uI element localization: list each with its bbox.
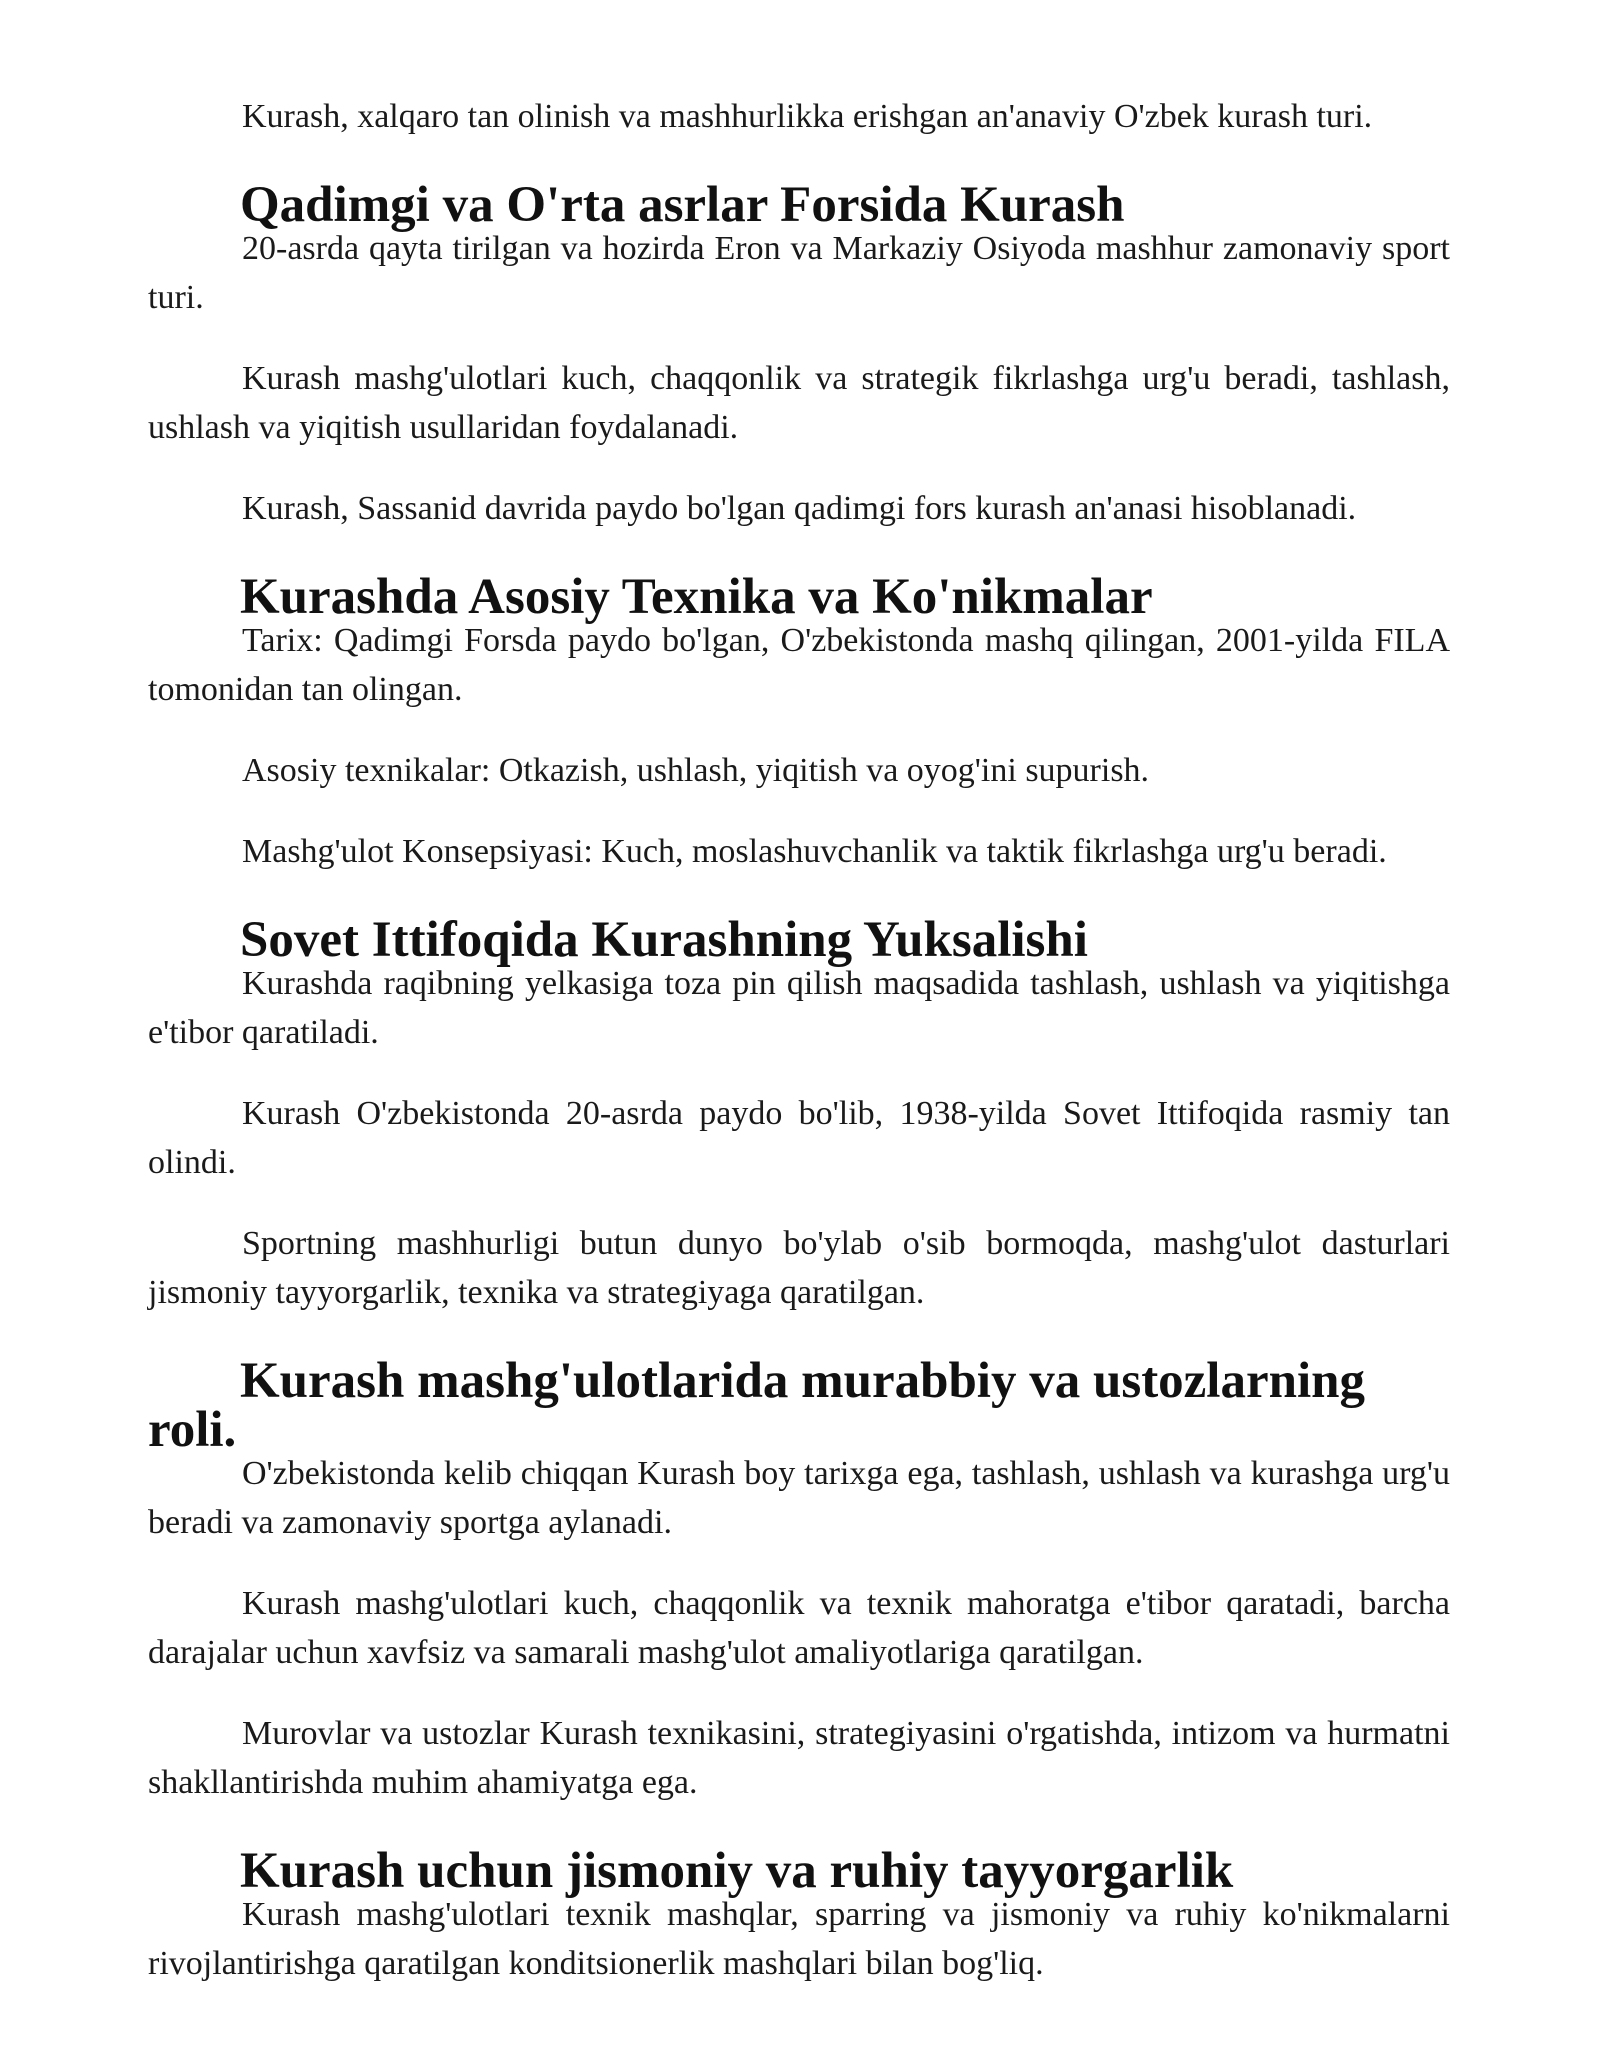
section-heading-ancient-persia: Qadimgi va O'rta asrlar Forsida Kurash: [240, 177, 1125, 233]
document-page: [148, 92, 1450, 1988]
paragraph: Kurash, Sassanid davrida paydo bo'lgan qadimgi fors kurash an'anasi hisoblanadi.: [242, 490, 1357, 527]
section-heading-soviet-union: Sovet Ittifoqida Kurashning Yuksalishi: [240, 912, 1088, 968]
paragraph: Asosiy texnikalar: Otkazish, ushlash, yiqitish va oyog'ini supurish.: [242, 752, 1150, 789]
paragraph: 20-asrda qayta tirilgan va hozirda Eron va Markaziy Osiyoda mashhur zamonaviy sport turi.: [148, 230, 1450, 316]
paragraph: O'zbekistonda kelib chiqqan Kurash boy tarixga ega, tashlash, ushlash va kurashga urg'u beradi va zamonaviy sportga aylanadi.: [148, 1455, 1450, 1541]
intro-paragraph: Kurash, xalqaro tan olinish va mashhurlikka erishgan an'anaviy O'zbek kurash turi.: [242, 98, 1373, 135]
section-heading-preparation: Kurash uchun jismoniy va ruhiy tayyorgarlik: [240, 1843, 1234, 1899]
section-heading-coaches-role: Kurash mashg'ulotlarida murabbiy va ustozlarning roli.: [148, 1353, 1366, 1458]
paragraph: Murovlar va ustozlar Kurash texnikasini, strategiyasini o'rgatishda, intizom va hurmatni shakllantirishda muhim ahamiyatga ega.: [148, 1715, 1450, 1801]
paragraph: Mashg'ulot Konsepsiyasi: Kuch, moslashuvchanlik va taktik fikrlashga urg'u beradi.: [242, 833, 1387, 870]
paragraph: Kurash mashg'ulotlari kuch, chaqqonlik va strategik fikrlashga urg'u beradi, tashlash, ushlash va yiqitish usullaridan foydalanadi.: [148, 360, 1450, 446]
paragraph: Kurashda raqibning yelkasiga toza pin qilish maqsadida tashlash, ushlash va yiqitishga e'tibor qaratiladi.: [148, 965, 1450, 1051]
paragraph: Tarix: Qadimgi Forsda paydo bo'lgan, O'zbekistonda mashq qilingan, 2001-yilda FILA tomonidan tan olingan.: [148, 622, 1450, 708]
paragraph: Kurash O'zbekistonda 20-asrda paydo bo'lib, 1938-yilda Sovet Ittifoqida rasmiy tan olindi.: [148, 1095, 1450, 1181]
paragraph: Sportning mashhurligi butun dunyo bo'ylab o'sib bormoqda, mashg'ulot dasturlari jismoniy tayyorgarlik, texnika va strategiyaga qaratilgan.: [148, 1225, 1450, 1311]
section-heading-techniques: Kurashda Asosiy Texnika va Ko'nikmalar: [240, 569, 1153, 625]
paragraph: Kurash mashg'ulotlari kuch, chaqqonlik va texnik mahoratga e'tibor qaratadi, barcha darajalar uchun xavfsiz va samarali mashg'ulot amaliyotlariga qaratilgan.: [148, 1585, 1450, 1671]
paragraph: Kurash mashg'ulotlari texnik mashqlar, sparring va jismoniy va ruhiy ko'nikmalarni rivojlantirishga qaratilgan konditsionerlik mashqlari bilan bog'liq.: [148, 1896, 1450, 1982]
